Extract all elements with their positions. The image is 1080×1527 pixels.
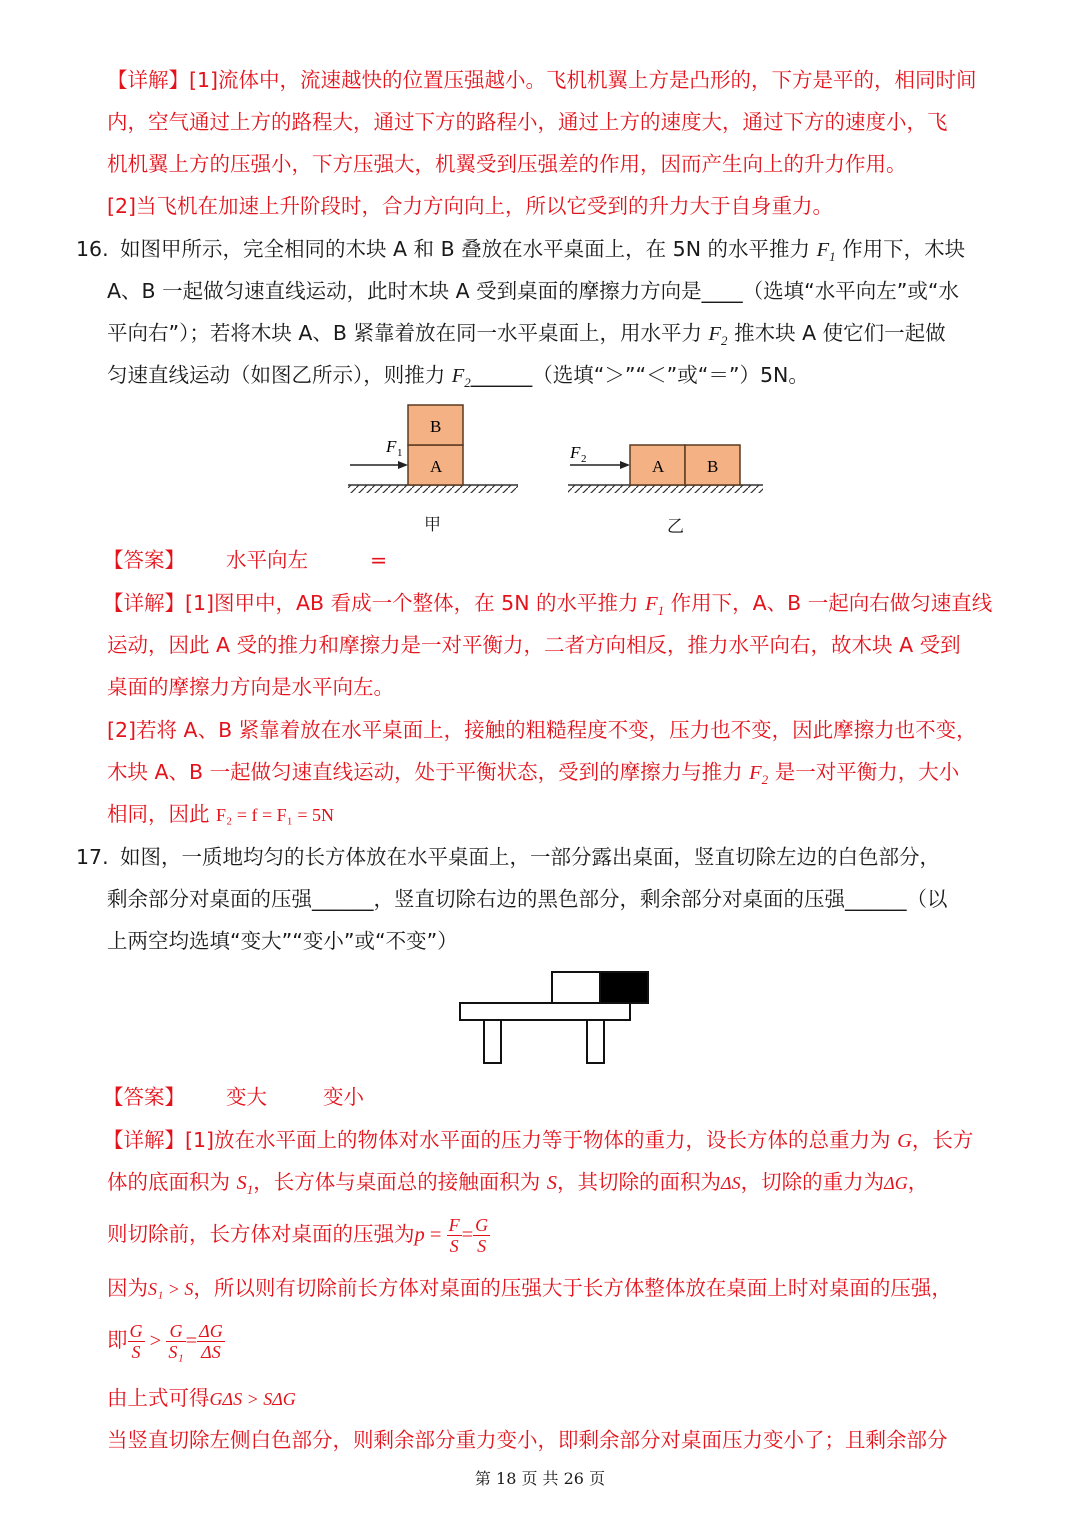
q16-detail-line-2: 运动，因此 A 受的推力和摩擦力是一对平衡力，二者方向相反，推力水平向右，故木块 A 受到 [107,633,961,657]
svg-text:2: 2 [581,453,587,465]
q17-answer-1: 变大 [226,1085,267,1109]
block-b-jia-label: B [430,417,442,436]
force-f1-label: F [386,437,397,456]
q16-line-1: 如图甲所示，完全相同的木块 A 和 B 叠放在水平桌面上，在 5N 的水平推力 $F_1$ 作用下，木块 [120,237,966,265]
q17-answer-label: 【答案】 [103,1085,185,1109]
page-footer: 第 18 页 共 26 页 [474,1469,606,1488]
white-portion [552,972,600,1003]
q16-line-2: A、B 一起做匀速直线运动，此时木块 A 受到桌面的摩擦力方向是____（选填“水平向左”或“水 [107,279,960,303]
block-a-jia-label: A [430,457,443,476]
q17-detail-line-7: 当竖直切除左侧白色部分，则剩余部分重力变小，即剩余部分对桌面压力变小了；且剩余部分 [107,1428,948,1452]
q16-answer-label: 【答案】 [103,548,185,572]
q15-detail-line-4: [2]当飞机在加速上升阶段时，合力方向向上，所以它受到的升力大于自身重力。 [107,194,834,218]
q16-figure [340,400,780,500]
q17-line-3: 上两空均选填“变大”“变小”或“不变”） [107,929,458,953]
block-a-yi-label: A [652,457,665,476]
black-portion [600,972,648,1003]
ground-jia [348,485,518,493]
q17-line-1: 如图，一质地均匀的长方体放在水平桌面上，一部分露出桌面，竖直切除左边的白色部分， [120,845,940,869]
fig-yi-caption: 乙 [667,517,684,537]
q17-detail-line-2: 体的底面积为 $S_1$，长方体与桌面总的接触面积为 S，其切除的面积为ΔS，切除的重力为ΔG， [107,1170,929,1198]
q17-figure [455,968,655,1068]
q17-detail-line-1: 【详解】[1]放在水平面上的物体对水平面的压力等于物体的重力，设长方体的总重力为 G，长方 [103,1128,974,1152]
q15-detail-line-1: 【详解】[1]流体中，流速越快的位置压强越小。飞机机翼上方是凸形的，下方是平的，相同时间 [107,68,977,92]
q16-detail-line-1: 【详解】[1]图甲中，AB 看成一个整体，在 5N 的水平推力 $F_1$ 作用下，A、B 一起向右做匀速直线 [103,591,993,619]
q17-detail-line-4: 因为S₁ > S，所以则有切除前长方体对桌面的压强大于长方体整体放在桌面上时对桌面的压强， [107,1276,952,1300]
q17-detail-line-5: 即 $\frac{G}{S}$ > $\frac{G}{\text{S₁}}$ = $\frac{\Delta G}{\Delta S}$ [107,1320,223,1362]
q16-line-3: 平向右”）；若将木块 A、B 紧靠着放在同一水平桌面上，用水平力 $F_2$ 推木块 A 使它们一起做 [107,321,946,349]
fig-jia-caption: 甲 [424,515,441,535]
q16-detail-line-6: 相同，因此 F₂ = f = F₁ = 5N [107,802,335,826]
q16-detail-line-4: [2]若将 A、B 紧靠着放在水平桌面上，接触的粗糙程度不变，压力也不变，因此摩擦力也不变， [107,718,977,742]
q16-line-4: 匀速直线运动（如图乙所示），则推力 $F_2\_\_\_\_\_\_$（选填“＞”“＜”或“＝”）5N。 [107,363,809,391]
q15-detail-line-2: 内，空气通过上方的路程大，通过下方的路程小，通过上方的速度大，通过下方的速度小，飞 [107,110,948,134]
ground-yi [568,485,763,493]
svg-text:1: 1 [397,447,403,459]
q15-detail-line-3: 机机翼上方的压强小，下方压强大，机翼受到压强差的作用，因而产生向上的升力作用。 [107,152,907,176]
q17-detail-line-3: 则切除前，长方体对桌面的压强为p = $\frac{F}{S}$ = $\frac{G}{S}$ [107,1214,489,1256]
q17-line-2: 剩余部分对桌面的压强______，竖直切除右边的黑色部分，剩余部分对桌面的压强______（以 [107,887,948,911]
q16-detail-line-5: 木块 A、B 一起做匀速直线运动，处于平衡状态，受到的摩擦力与推力 $F_2$ 是一对平衡力，大小 [107,760,960,788]
q17-answer-2: 变小 [323,1085,364,1109]
q16-detail-line-3: 桌面的摩擦力方向是水平向左。 [107,675,394,699]
table-leg-right [587,1020,604,1063]
q17-detail-line-6: 由上式可得GΔS > SΔG [107,1386,296,1410]
table-top [460,1003,630,1020]
table-leg-left [484,1020,501,1063]
q17-number: 17. [76,845,109,869]
q16-number: 16. [76,237,109,261]
force-f2-label: F [570,443,581,462]
block-b-yi-label: B [707,457,719,476]
q16-answer-2: = [370,548,388,572]
q16-answer-1: 水平向左 [226,548,308,572]
